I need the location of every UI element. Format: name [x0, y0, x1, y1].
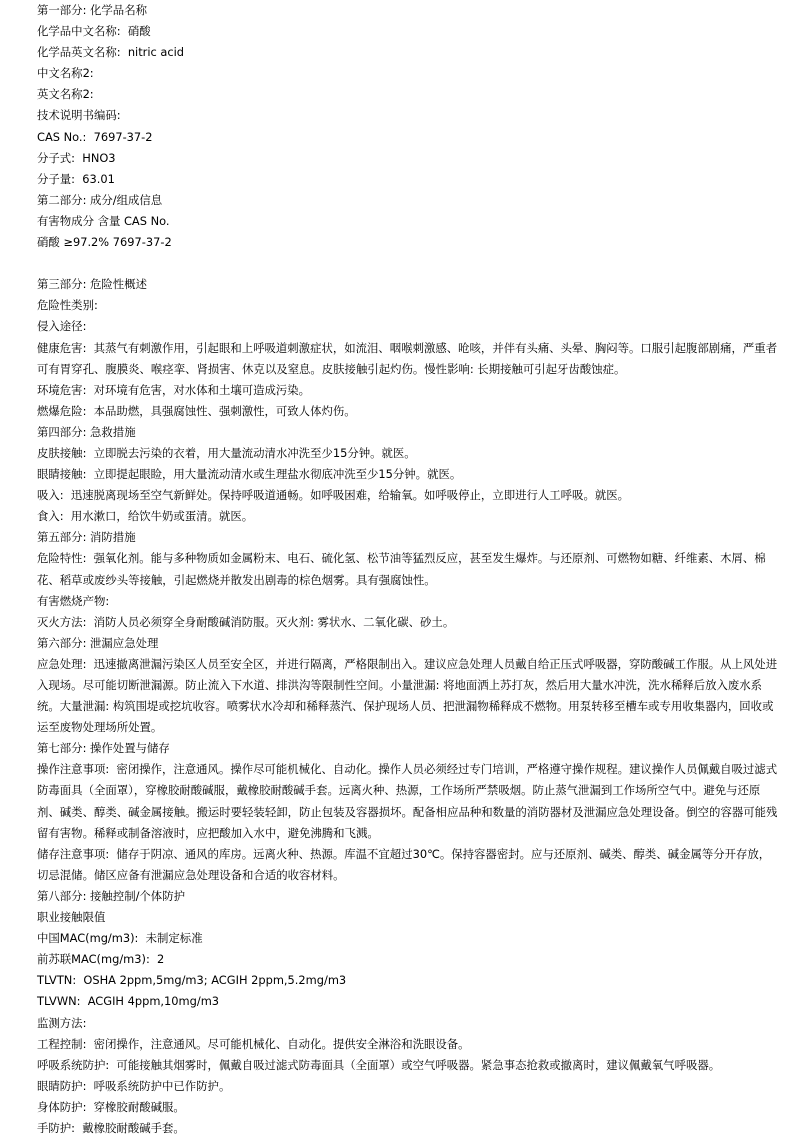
doc-line: 灭火方法: 消防人员必须穿全身耐酸碱消防服。灭火剂: 雾状水、二氧化碳、砂土。	[37, 614, 455, 629]
doc-line: 危险性类别:	[37, 298, 98, 313]
doc-line: TLVTN: OSHA 2ppm,5mg/m3; ACGIH 2ppm,5.2mg/m3	[37, 973, 347, 988]
doc-line: 有害燃烧产物:	[37, 593, 110, 608]
doc-line	[37, 253, 779, 274]
doc-line: 吸入: 迅速脱离现场至空气新鲜处。保持呼吸道通畅。如呼吸困难，给输氧。如呼吸停止，立即进行人工呼吸。就医。	[37, 488, 630, 503]
doc-line: 前苏联MAC(mg/m3): 2	[37, 952, 165, 967]
doc-line: 第五部分: 消防措施	[37, 530, 136, 545]
doc-line: CAS No.: 7697-37-2	[37, 129, 153, 144]
doc-line: 技术说明书编码:	[37, 108, 121, 123]
doc-line: 危险特性: 强氧化剂。能与多种物质如金属粉末、电石、硫化氢、松节油等猛烈反应，甚至发生爆炸。与还原剂、可燃物如糖、纤维素、木屑、棉花、稻草或废纱头等接触，引起燃烧并散发出剧毒的棕色烟雾。具有强腐蚀性。	[37, 551, 766, 587]
doc-line: 中国MAC(mg/m3): 未制定标准	[37, 931, 203, 946]
doc-line: 第六部分: 泄漏应急处理	[37, 635, 159, 650]
doc-line: 职业接触限值	[37, 910, 106, 925]
doc-line: 分子式: HNO3	[37, 150, 116, 165]
doc-line: 第四部分: 急救措施	[37, 424, 136, 439]
doc-line: TLVWN: ACGIH 4ppm,10mg/m3	[37, 994, 220, 1009]
doc-line: 有害物成分 含量 CAS No.	[37, 213, 170, 228]
doc-line: 第二部分: 成分/组成信息	[37, 192, 163, 207]
doc-line: 环境危害: 对环境有危害，对水体和土壤可造成污染。	[37, 382, 311, 397]
doc-line: 化学品英文名称: nitric acid	[37, 45, 185, 60]
doc-line: 英文名称2:	[37, 87, 94, 102]
doc-line: 眼睛接触: 立即提起眼睑，用大量流动清水或生理盐水彻底冲洗至少15分钟。就医。	[37, 467, 462, 482]
doc-line: 侵入途径:	[37, 319, 87, 334]
doc-line: 眼睛防护: 呼吸系统防护中已作防护。	[37, 1078, 231, 1093]
doc-line: 第三部分: 危险性概述	[37, 277, 147, 292]
doc-line: 应急处理: 迅速撤离泄漏污染区人员至安全区，并进行隔离，严格限制出入。建议应急处理人员戴自给正压式呼吸器，穿防酸碱工作服。从上风处进入现场。尽可能切断泄漏源。防止流入下水道、排洪沟等限制性空间。小量泄漏: 将地面洒上苏打灰，然后用大量水冲洗，洗水稀释后放入废水系统。大量泄漏: 构筑围堤或挖坑收容。喷雾状水冷却和稀释蒸汽、保护现场人员、把泄漏物稀释成不燃物。用泵转移至槽车或专用收集器内，回收或运至废物处理场所处置。	[37, 656, 778, 735]
doc-line: 监测方法:	[37, 1015, 87, 1030]
doc-line: 第七部分: 操作处置与储存	[37, 741, 170, 756]
doc-line: 硝酸 ≥97.2% 7697-37-2	[37, 235, 172, 250]
doc-line: 身体防护: 穿橡胶耐酸碱服。	[37, 1099, 185, 1114]
doc-line: 储存注意事项: 储存于阴凉、通风的库房。远离火种、热源。库温不宜超过30℃。保持容器密封。应与还原剂、碱类、醇类、碱金属等分开存放，切忌混储。储区应备有泄漏应急处理设备和合适的收容材料。	[37, 846, 771, 882]
doc-line: 燃爆危险: 本品助燃，具强腐蚀性、强刺激性，可致人体灼伤。	[37, 403, 356, 418]
doc-line: 分子量: 63.01	[37, 171, 115, 186]
doc-line: 操作注意事项: 密闭操作，注意通风。操作尽可能机械化、自动化。操作人员必须经过专门培训，严格遵守操作规程。建议操作人员佩戴自吸过滤式防毒面具（全面罩），穿橡胶耐酸碱服，戴橡胶耐酸碱手套。远离火种、热源，工作场所严禁吸烟。防止蒸气泄漏到工作场所空气中。避免与还原剂、碱类、醇类、碱金属接触。搬运时要轻装轻卸，防止包装及容器损坏。配备相应品种和数量的消防器材及泄漏应急处理设备。倒空的容器可能残留有害物。稀释或制备溶液时，应把酸加入水中，避免沸腾和飞溅。	[37, 762, 778, 840]
doc-line: 第八部分: 接触控制/个体防护	[37, 888, 185, 903]
doc-line: 第一部分: 化学品名称	[37, 3, 147, 17]
msds-document	[37, 0, 779, 1139]
doc-line: 手防护: 戴橡胶耐酸碱手套。	[37, 1120, 185, 1135]
doc-line: 食入: 用水漱口，给饮牛奶或蛋清。就医。	[37, 509, 254, 524]
doc-line: 健康危害: 其蒸气有刺激作用，引起眼和上呼吸道刺激症状，如流泪、咽喉刺激感、呛咳，并伴有头痛、头晕、胸闷等。口服引起腹部剧痛，严重者可有胃穿孔、腹膜炎、喉痉挛、肾损害、休克以及窒息。皮肤接触引起灼伤。慢性影响: 长期接触可引起牙齿酸蚀症。	[37, 340, 778, 376]
doc-line: 中文名称2:	[37, 66, 94, 81]
doc-line: 呼吸系统防护: 可能接触其烟雾时，佩戴自吸过滤式防毒面具（全面罩）或空气呼吸器。紧急事态抢救或撤离时，建议佩戴氧气呼吸器。	[37, 1057, 721, 1072]
doc-line: 化学品中文名称: 硝酸	[37, 24, 151, 39]
doc-line: 皮肤接触: 立即脱去污染的衣着，用大量流动清水冲洗至少15分钟。就医。	[37, 445, 416, 460]
doc-line: 工程控制: 密闭操作，注意通风。尽可能机械化、自动化。提供安全淋浴和洗眼设备。	[37, 1036, 470, 1051]
